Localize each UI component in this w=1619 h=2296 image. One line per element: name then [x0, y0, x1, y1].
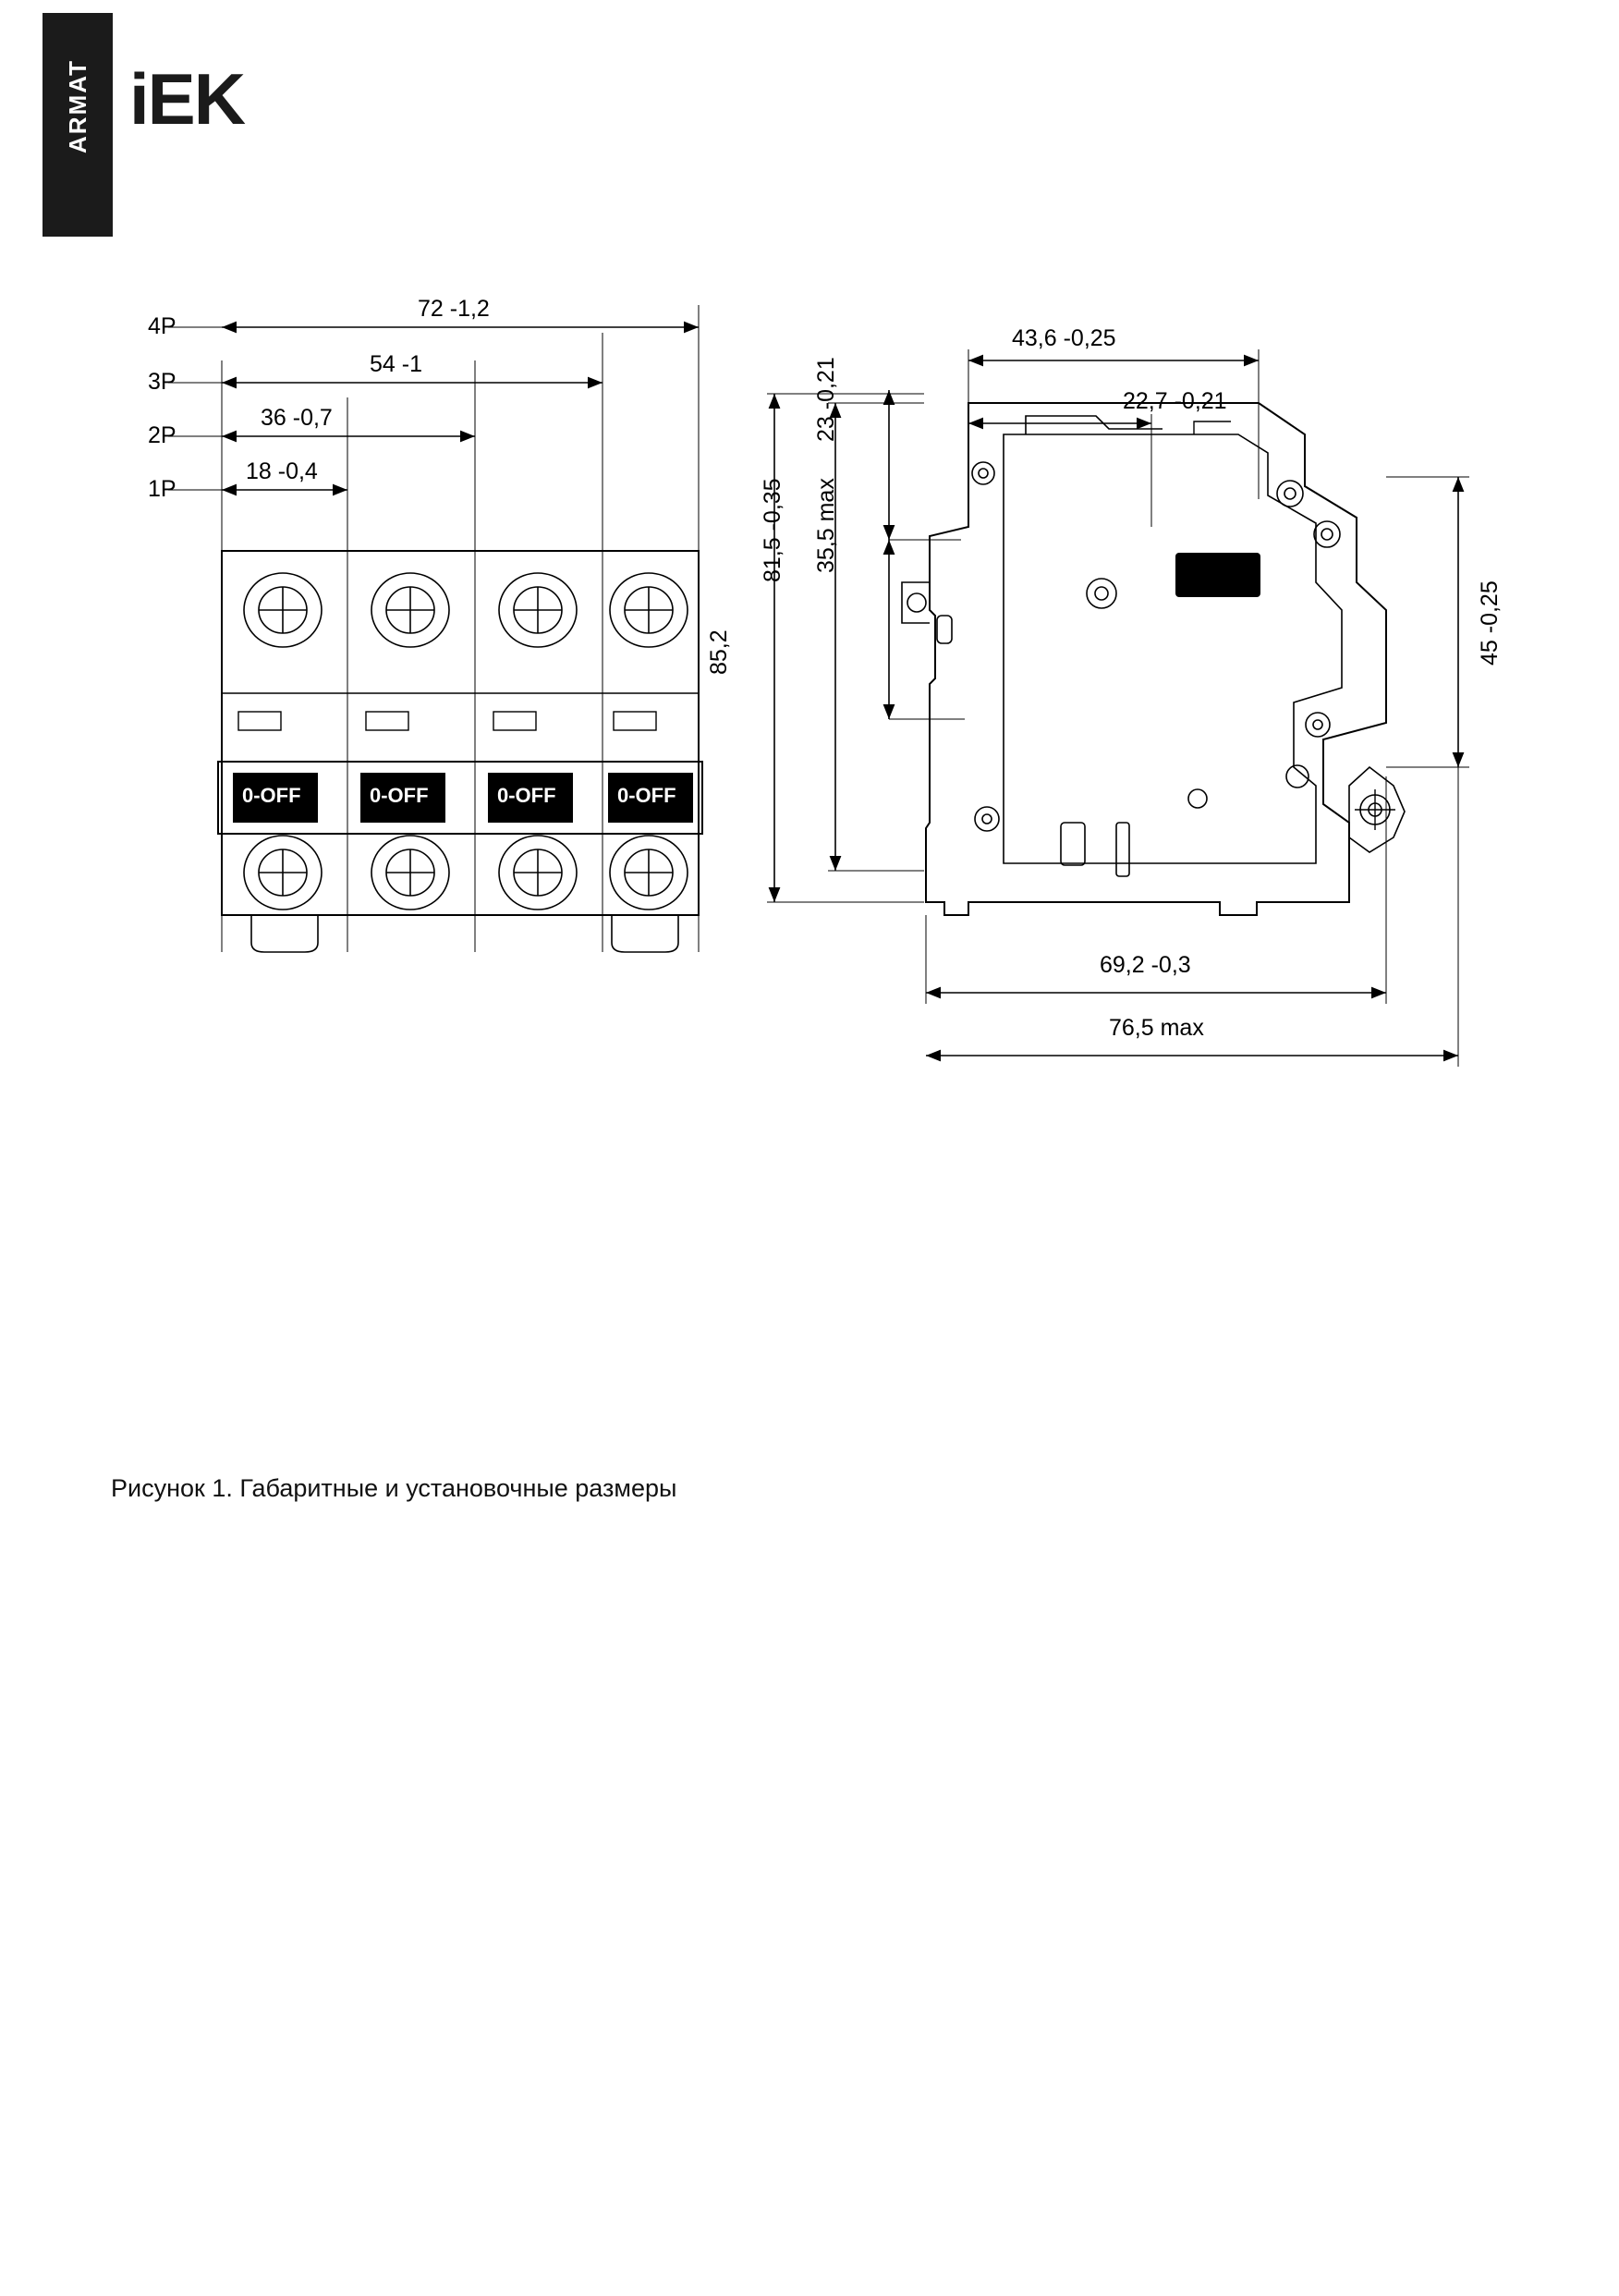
dimension-22-7: 22,7 -0,21	[1123, 388, 1227, 414]
iek-logo: iEK	[129, 58, 245, 140]
pole-label-3p: 3P	[148, 369, 177, 395]
pole-label-1p: 1P	[148, 476, 177, 502]
switch-label-2: 0-OFF	[370, 784, 429, 807]
dimension-width-4p: 72 -1,2	[418, 296, 490, 322]
dimension-76-5-max: 76,5 max	[1109, 1015, 1204, 1041]
switch-label-4: 0-OFF	[617, 784, 676, 807]
dimension-35-5-max: 35,5 max	[813, 478, 839, 573]
dimension-81-5: 81,5 -0,35	[760, 478, 785, 582]
series-label: ARMAT	[64, 59, 91, 153]
dimension-45: 45 -0,25	[1477, 580, 1503, 666]
dimension-width-1p: 18 -0,4	[246, 458, 318, 484]
pole-label-4p: 4P	[148, 313, 177, 339]
pole-label-2p: 2P	[148, 422, 177, 448]
dimension-69-2: 69,2 -0,3	[1100, 952, 1191, 978]
dimension-width-3p: 54 -1	[370, 351, 422, 377]
brand-side-bar	[43, 13, 113, 237]
figure-caption: Рисунок 1. Габаритные и установочные размеры	[111, 1474, 677, 1502]
dimension-23: 23 -0,21	[813, 357, 839, 442]
switch-label-1: 0-OFF	[242, 784, 301, 807]
dimension-85-2: 85,2	[706, 629, 732, 675]
dimension-width-2p: 36 -0,7	[261, 405, 333, 431]
dimension-drawing	[0, 296, 1619, 1414]
dimension-43-6: 43,6 -0,25	[1012, 325, 1116, 351]
switch-label-3: 0-OFF	[497, 784, 556, 807]
